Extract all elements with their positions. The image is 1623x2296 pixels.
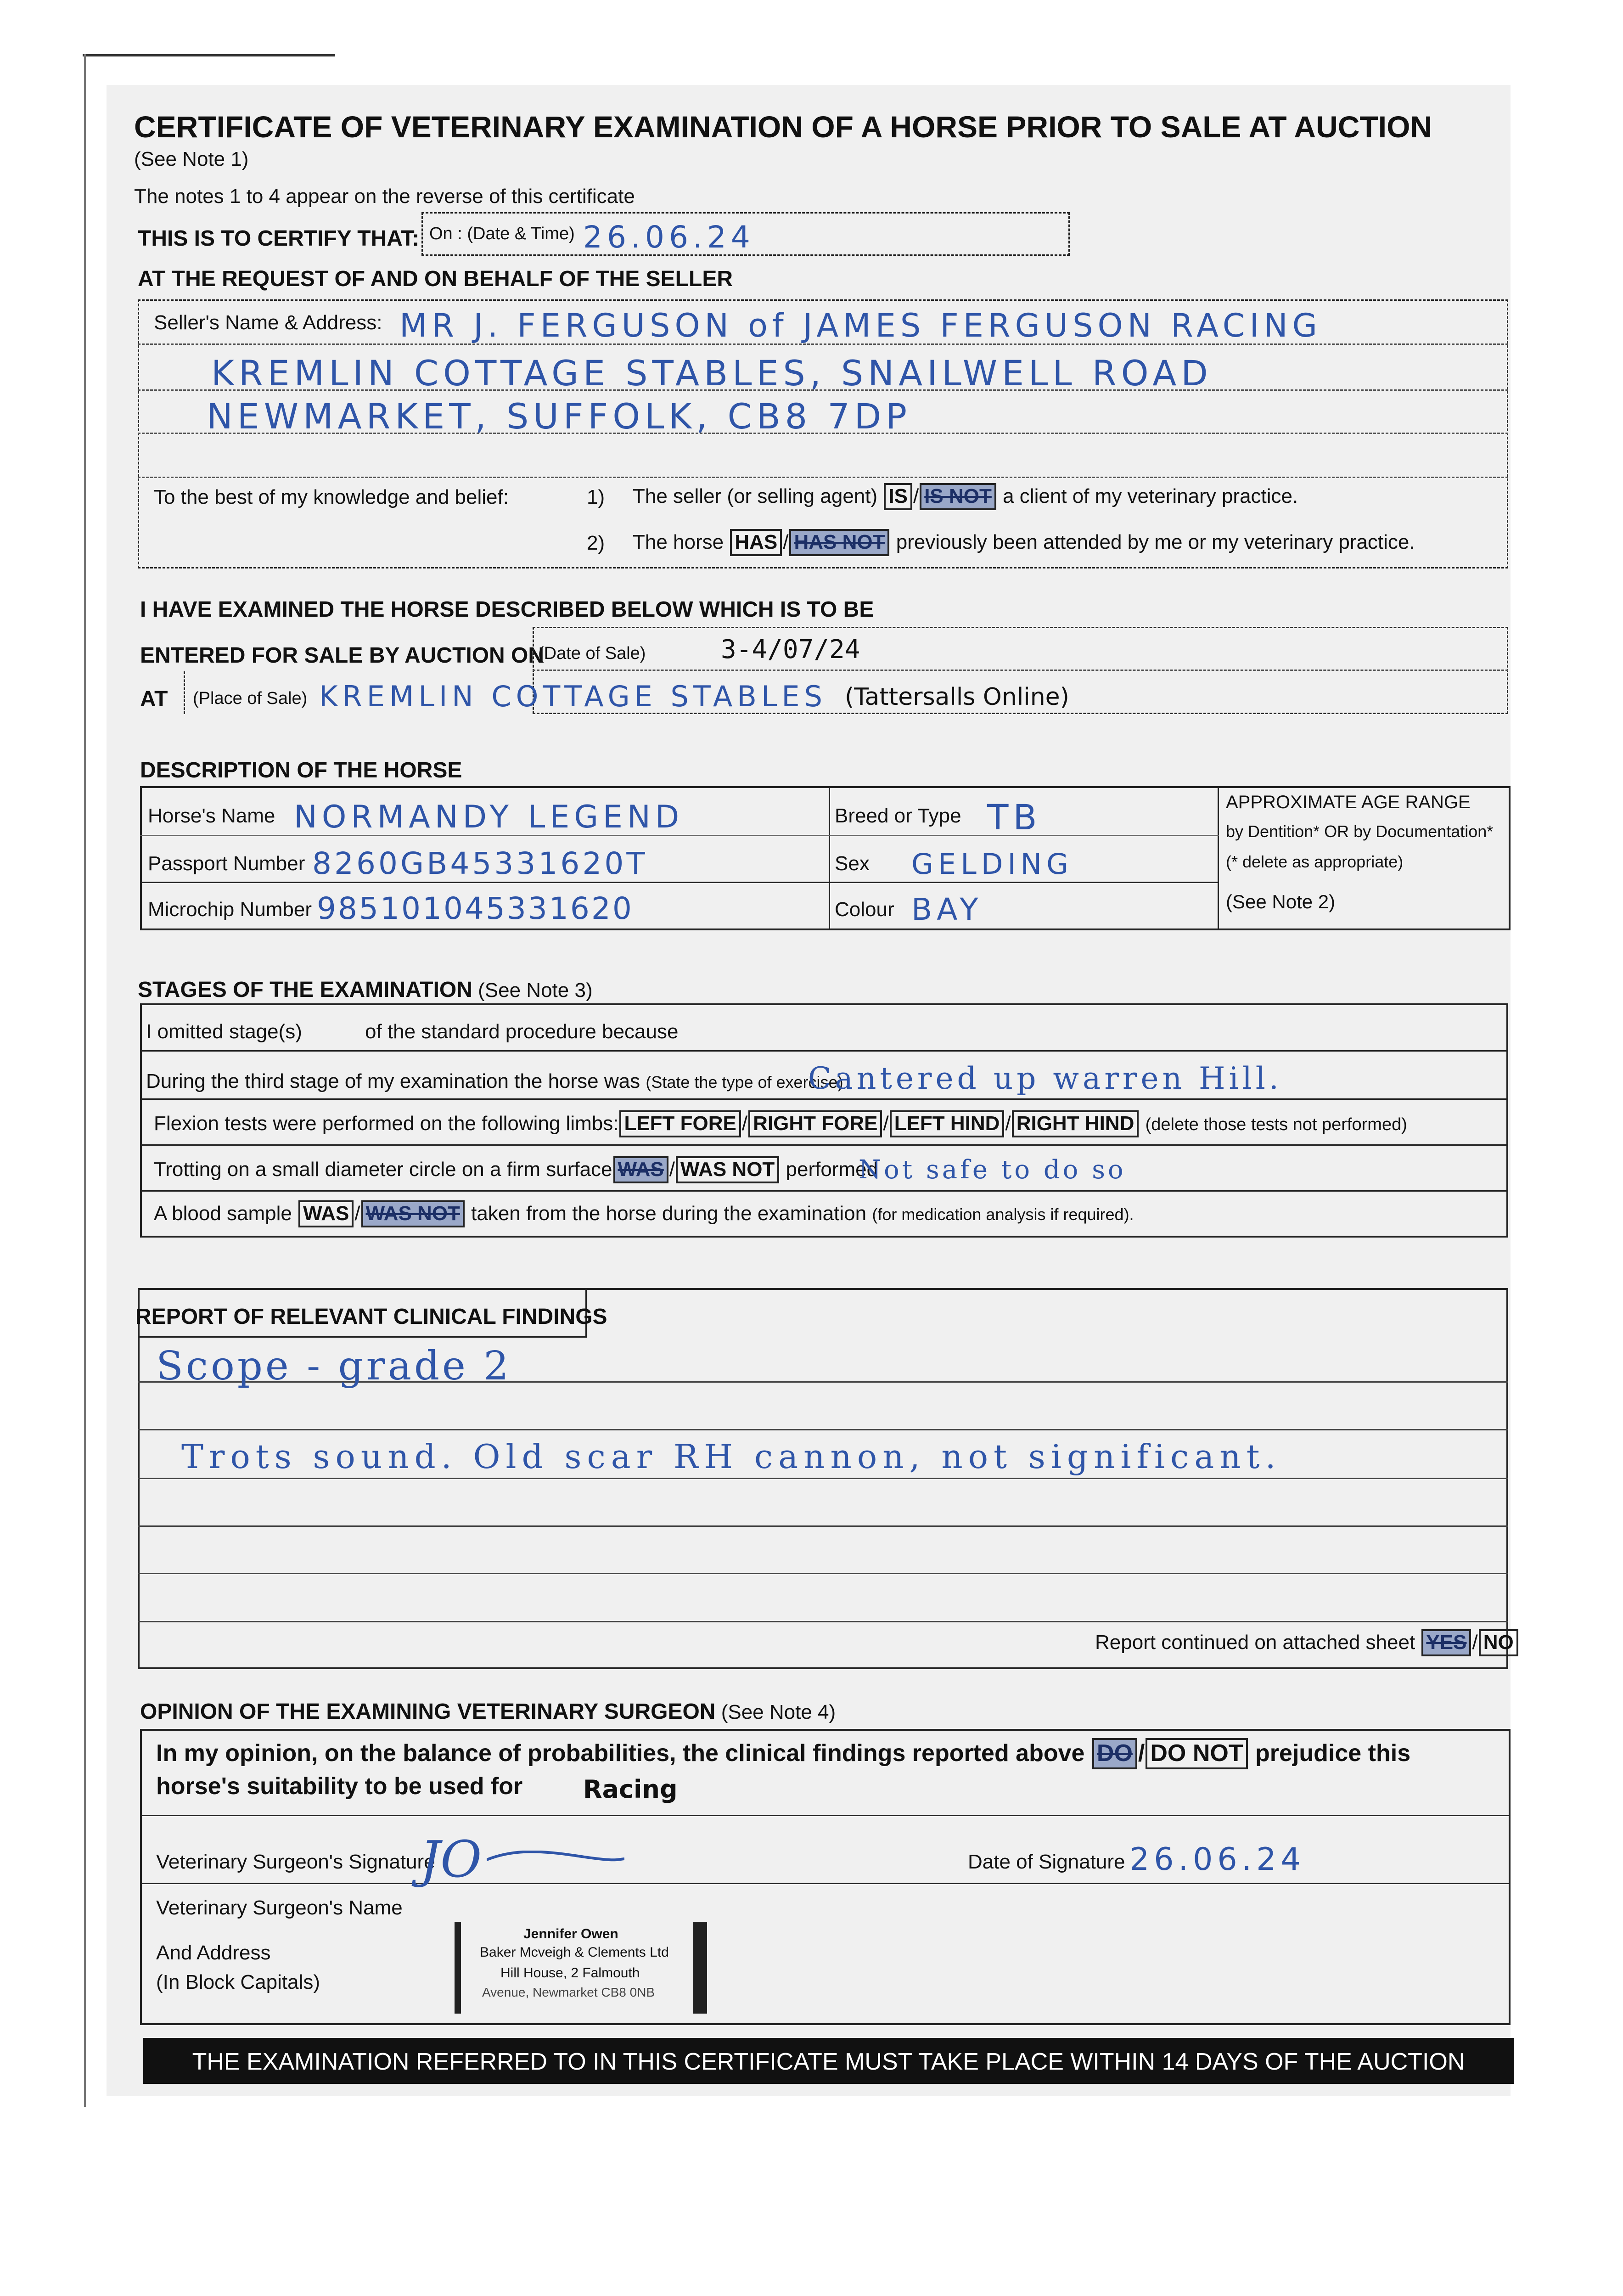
- item1-post: a client of my veterinary practice.: [1003, 485, 1298, 507]
- place-of-sale-extra: (Tattersalls Online): [845, 683, 1069, 711]
- report-line-1: Scope - grade 2: [156, 1343, 511, 1389]
- has-option[interactable]: HAS: [730, 529, 782, 556]
- seller-client-statement: [633, 483, 1298, 510]
- stamp-line-2: Baker Mcveigh & Clements Ltd: [480, 1945, 669, 1960]
- horse-name-value: NORMANDY LEGEND: [294, 799, 684, 835]
- third-stage-label: During the third stage of my examination the horse was: [146, 1070, 640, 1092]
- flexion-label: Flexion tests were performed on the following limbs:: [154, 1112, 619, 1135]
- trot-sep: /: [669, 1158, 675, 1181]
- left-fore-option[interactable]: LEFT FORE: [619, 1110, 741, 1137]
- stages-heading-note: (See Note 3): [478, 979, 593, 1002]
- report-line-2: Trots sound. Old scar RH cannon, not significant.: [181, 1437, 1281, 1476]
- age-range-by: by Dentition* OR by Documentation*: [1226, 822, 1494, 841]
- item2-number: 2): [587, 532, 605, 554]
- date-of-signature-value: 26.06.24: [1129, 1841, 1305, 1878]
- flex-sep-3: /: [1005, 1112, 1011, 1135]
- belief-label: To the best of my knowledge and belief:: [154, 486, 509, 508]
- is-not-option[interactable]: IS NOT: [920, 483, 996, 510]
- opinion-rule-2: [140, 1883, 1511, 1884]
- description-divider-1: [829, 786, 830, 930]
- microchip-number-label: Microchip Number: [148, 898, 312, 921]
- stages-rule-3: [140, 1144, 1508, 1146]
- report-heading: REPORT OF RELEVANT CLINICAL FINDINGS: [135, 1305, 607, 1329]
- item1-sep: /: [913, 485, 919, 507]
- opinion-heading-note: (See Note 4): [721, 1701, 836, 1723]
- notes-line: The notes 1 to 4 appear on the reverse of this certificate: [134, 185, 635, 208]
- age-range-title: APPROXIMATE AGE RANGE: [1226, 792, 1471, 812]
- sale-rule: [533, 670, 1508, 671]
- continued-label: Report continued on attached sheet: [1095, 1631, 1415, 1654]
- description-row-rule-2: [140, 882, 1219, 883]
- report-heading-rule: [138, 1336, 587, 1338]
- left-hind-option[interactable]: LEFT HIND: [890, 1110, 1005, 1137]
- opinion-text-post: prejudice this: [1255, 1740, 1411, 1767]
- flex-sep-1: /: [741, 1112, 748, 1135]
- item1-pre: The seller (or selling agent): [633, 485, 878, 507]
- blood-post: taken from the horse during the examination: [471, 1202, 867, 1225]
- breed-value: TB: [987, 797, 1042, 838]
- microchip-number-value: 985101045331620: [317, 891, 634, 926]
- flexion-note: (delete those tests not performed): [1145, 1115, 1407, 1134]
- trotting-row: [154, 1156, 878, 1183]
- colour-value: BAY: [911, 892, 983, 927]
- right-fore-option[interactable]: RIGHT FORE: [748, 1110, 882, 1137]
- blood-pre: A blood sample: [154, 1202, 292, 1225]
- on-date-time-label: On : (Date & Time): [429, 224, 575, 243]
- do-option[interactable]: DO: [1092, 1738, 1137, 1769]
- omitted-because-label: of the standard procedure because: [365, 1020, 679, 1043]
- surgeon-address-label: And Address: [156, 1941, 271, 1964]
- item2-sep: /: [783, 531, 789, 553]
- passport-number-value: 8260GB45331620T: [312, 846, 648, 881]
- do-not-option[interactable]: DO NOT: [1146, 1738, 1247, 1769]
- right-hind-option[interactable]: RIGHT HIND: [1012, 1110, 1139, 1137]
- trotting-value: Not safe to do so: [859, 1155, 1126, 1185]
- blood-note: (for medication analysis if required).: [872, 1205, 1134, 1224]
- colour-label: Colour: [835, 898, 894, 921]
- date-of-sale-value: 3-4/07/24: [721, 635, 860, 664]
- practice-stamp: [455, 1922, 707, 2014]
- certificate-title: CERTIFICATE OF VETERINARY EXAMINATION OF A HORSE PRIOR TO SALE AT AUCTION: [134, 110, 1432, 144]
- stamp-right-bar: [693, 1922, 707, 2014]
- sex-value: GELDING: [911, 847, 1073, 881]
- description-heading: DESCRIPTION OF THE HORSE: [140, 758, 462, 782]
- place-of-sale-label: (Place of Sale): [193, 689, 308, 708]
- blood-was-not-option[interactable]: WAS NOT: [361, 1200, 465, 1227]
- seller-name-label: Seller's Name & Address:: [154, 311, 382, 334]
- on-date-time-value: 26.06.24: [583, 219, 755, 255]
- trotting-label: Trotting on a small diameter circle on a firm surface: [154, 1158, 612, 1181]
- omitted-stages-label: I omitted stage(s): [146, 1020, 302, 1043]
- signature-value: JO: [420, 1830, 482, 1889]
- opinion-statement: [156, 1738, 1410, 1769]
- stamp-line-1: Jennifer Owen: [523, 1926, 618, 1941]
- third-stage-hint: (State the type of exercise): [646, 1073, 843, 1092]
- flex-sep-2: /: [883, 1112, 889, 1135]
- stages-heading: [138, 977, 593, 1002]
- opinion-text-pre: In my opinion, on the balance of probabilities, the clinical findings reported above: [156, 1740, 1085, 1767]
- trotting-post: performed: [786, 1158, 878, 1181]
- age-range-note: (See Note 2): [1226, 891, 1336, 912]
- stages-rule-2: [140, 1098, 1508, 1100]
- report-rule-5: [138, 1573, 1508, 1574]
- examined-label: I HAVE EXAMINED THE HORSE DESCRIBED BELOW WHICH IS TO BE: [140, 597, 874, 622]
- third-stage-row: [146, 1070, 843, 1093]
- blood-was-option[interactable]: WAS: [298, 1200, 354, 1227]
- passport-number-label: Passport Number: [148, 852, 305, 875]
- request-label: AT THE REQUEST OF AND ON BEHALF OF THE SELLER: [138, 267, 733, 291]
- left-rule: [84, 54, 86, 2107]
- age-range-delete: (* delete as appropriate): [1226, 852, 1404, 871]
- third-stage-value: Cantered up warren Hill.: [808, 1061, 1282, 1096]
- is-option[interactable]: IS: [884, 483, 912, 510]
- continued-row: [1095, 1629, 1519, 1656]
- date-of-signature-label: Date of Signature: [968, 1851, 1125, 1873]
- horse-attended-statement: [633, 529, 1415, 556]
- continued-yes-option[interactable]: YES: [1421, 1629, 1471, 1656]
- item2-post: previously been attended by me or my veterinary practice.: [896, 531, 1415, 553]
- blood-sep: /: [354, 1202, 360, 1225]
- block-capitals-label: (In Block Capitals): [156, 1971, 320, 1993]
- stages-rule-4: [140, 1190, 1508, 1192]
- item2-pre: The horse: [633, 531, 724, 553]
- flexion-row: [154, 1110, 1407, 1137]
- signature-label: Veterinary Surgeon's Signature: [156, 1851, 435, 1873]
- place-of-sale-value: KREMLIN COTTAGE STABLES: [319, 680, 827, 713]
- description-divider-2: [1218, 786, 1219, 930]
- opinion-rule-1: [140, 1815, 1511, 1816]
- sex-label: Sex: [835, 852, 870, 875]
- trot-was-option[interactable]: WAS: [613, 1156, 668, 1183]
- horse-name-label: Horse's Name: [148, 805, 275, 827]
- stages-heading-text: STAGES OF THE EXAMINATION: [138, 978, 472, 1002]
- report-rule-6: [138, 1621, 1508, 1622]
- has-not-option[interactable]: HAS NOT: [789, 529, 889, 556]
- place-divider: [184, 671, 185, 714]
- entered-label: ENTERED FOR SALE BY AUCTION ON: [140, 643, 545, 668]
- continued-sep: /: [1472, 1631, 1478, 1654]
- item1-number: 1): [587, 486, 605, 508]
- opinion-heading: [140, 1699, 836, 1724]
- continued-no-option[interactable]: NO: [1479, 1629, 1518, 1656]
- see-note-1: (See Note 1): [134, 148, 249, 170]
- opinion-text-line2: horse's suitability to be used for: [156, 1773, 523, 1800]
- at-label: AT: [140, 687, 168, 711]
- report-rule-2: [138, 1429, 1508, 1430]
- surgeon-name-label: Veterinary Surgeon's Name: [156, 1896, 403, 1919]
- stamp-line-3: Hill House, 2 Falmouth: [500, 1965, 640, 1981]
- seller-line-3: NEWMARKET, SUFFOLK, CB8 7DP: [207, 396, 912, 437]
- seller-line-2: KREMLIN COTTAGE STABLES, SNAILWELL ROAD: [211, 353, 1213, 394]
- footer-banner-text: THE EXAMINATION REFERRED TO IN THIS CERTIFICATE MUST TAKE PLACE WITHIN 14 DAYS OF THE AUCTION: [192, 2048, 1465, 2075]
- trot-was-not-option[interactable]: WAS NOT: [676, 1156, 779, 1183]
- signature-stroke: [487, 1851, 624, 1869]
- report-rule-3: [138, 1478, 1508, 1479]
- stamp-left-bar: [455, 1922, 461, 2014]
- certify-label: THIS IS TO CERTIFY THAT:: [138, 226, 420, 251]
- opinion-heading-text: OPINION OF THE EXAMINING VETERINARY SURGEON: [140, 1699, 716, 1724]
- date-of-sale-label: (Date of Sale): [538, 644, 646, 663]
- blood-sample-row: [154, 1200, 1134, 1227]
- seller-line-1: MR J. FERGUSON of JAMES FERGUSON RACING: [399, 307, 1322, 344]
- seller-rule-4: [138, 477, 1508, 478]
- stamp-line-4: Avenue, Newmarket CB8 0NB: [482, 1985, 655, 1999]
- report-rule-4: [138, 1525, 1508, 1527]
- breed-label: Breed or Type: [835, 805, 961, 827]
- suitability-use-value: Racing: [583, 1775, 678, 1804]
- stages-rule-1: [140, 1050, 1508, 1052]
- top-rule: [83, 54, 335, 56]
- opinion-sep: /: [1138, 1740, 1145, 1767]
